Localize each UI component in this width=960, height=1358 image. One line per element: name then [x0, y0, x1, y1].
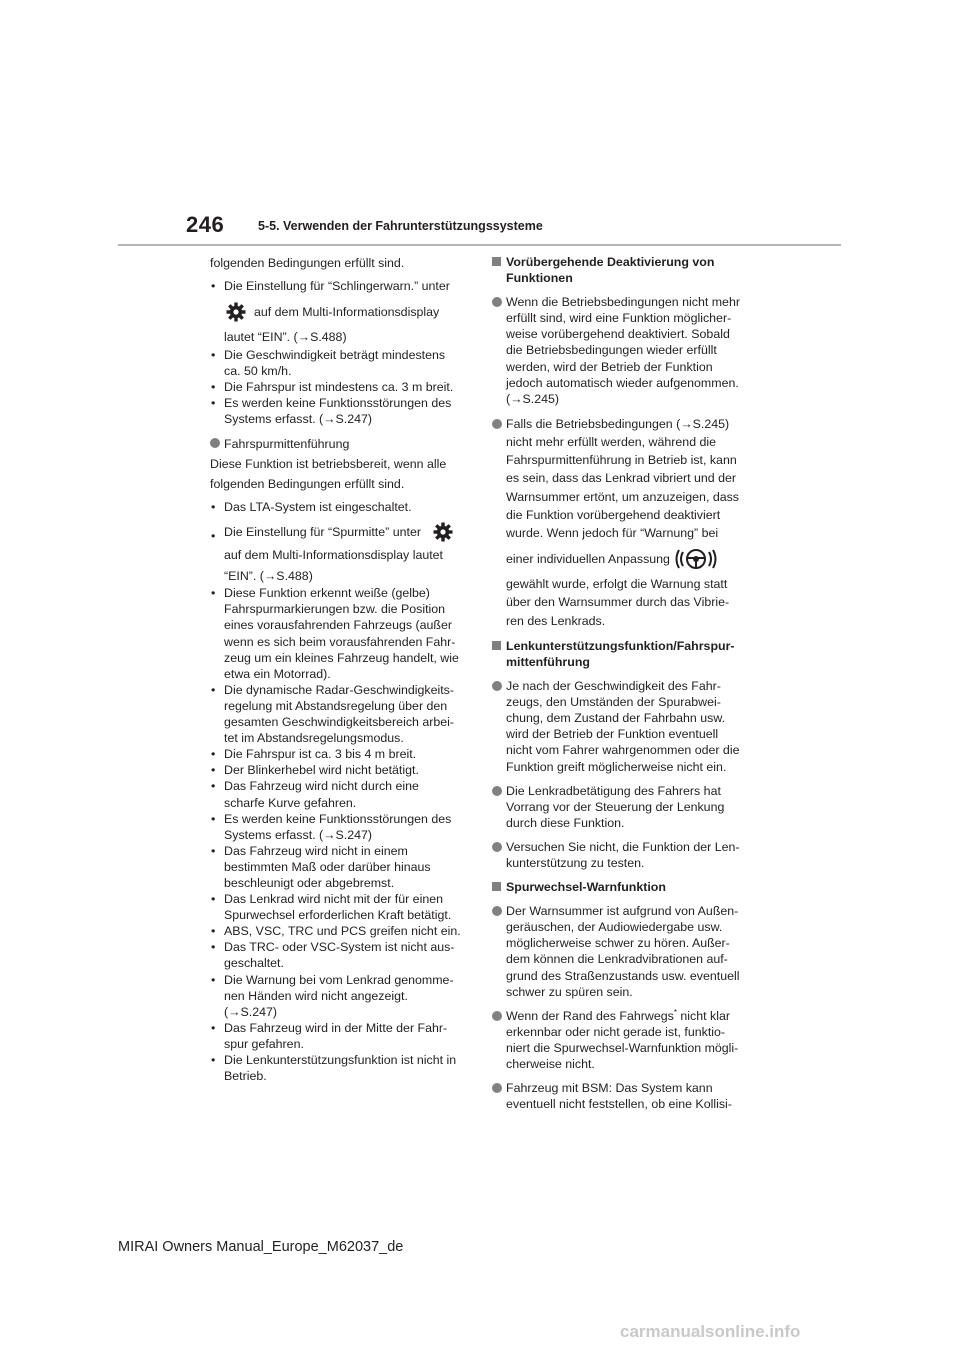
- paragraph: folgenden Bedingungen erfüllt sind.: [210, 477, 405, 492]
- condition-item-turn-signal: [210, 762, 470, 778]
- note-speed-conditions: [492, 678, 757, 775]
- item-line: tet im Abstandsregelungsmodus.: [224, 731, 404, 746]
- note-line: erkennbar oder nicht gerade ist, funktio-: [506, 1024, 726, 1039]
- item-line: Die Fahrspur ist ca. 3 bis 4 m breit.: [224, 747, 417, 762]
- note-line: Die Lenkradbetätigung des Fahrers hat: [506, 783, 721, 798]
- heading-text: Lenkunterstützungsfunktion/Fahrspur-: [506, 638, 735, 653]
- item-line: gesamten Geschwindigkeitsbereich arbei-: [224, 715, 455, 730]
- condition-item-abs-vsc: [210, 923, 470, 939]
- icon-line: [226, 302, 470, 322]
- note-line: Fahrspurmittenführung in Betrieb ist, kann: [506, 453, 737, 468]
- note-deactivation: [492, 294, 757, 407]
- note-line: schwer zu spüren sein.: [506, 984, 633, 999]
- bullet-dot: •: [211, 499, 216, 514]
- heading-text: mittenführung: [506, 654, 590, 669]
- circle-bullet: [492, 1011, 502, 1021]
- gear-icon: [226, 302, 246, 322]
- bullet-dot: •: [211, 892, 216, 907]
- circle-bullet: [492, 786, 502, 796]
- note-buzzer-hard-to-hear: [492, 903, 757, 1000]
- note-line: Warnsummer ertönt, um anzuzeigen, dass: [506, 489, 739, 504]
- item-line: ca. 50 km/h.: [224, 363, 292, 378]
- icon-line: [224, 522, 470, 542]
- circle-bullet: [492, 297, 502, 307]
- bullet-dot: •: [211, 1053, 216, 1068]
- note-line: jedoch automatisch wieder aufgenommen.: [506, 375, 739, 390]
- item-line: “EIN”. (→S.488): [224, 569, 313, 584]
- item-line: scharfe Kurve gefahren.: [224, 795, 357, 810]
- section-title: 5-5. Verwenden der Fahrunterstützungssysteme: [258, 219, 543, 233]
- bullet-dot: •: [211, 940, 216, 955]
- item-line: Die Einstellung für “Spurmitte” unter: [224, 524, 421, 539]
- note-line: Vorrang vor der Steuerung der Lenkung: [506, 799, 725, 814]
- bullet-dot: •: [211, 747, 216, 762]
- note-line: einer individuellen Anpassung: [506, 552, 670, 567]
- item-line: auf dem Multi-Informationsdisplay: [254, 305, 440, 320]
- note-line: [506, 1008, 757, 1024]
- heading-text: Fahrspurmittenführung: [224, 437, 350, 452]
- note-line: die Funktion vorübergehend deaktiviert: [506, 507, 721, 522]
- note-line: zeugs, den Umständen der Spurabwei-: [506, 695, 721, 710]
- bullet-dot: •: [211, 682, 216, 697]
- right-column: [492, 254, 757, 1112]
- condition-item-lane-width: [210, 379, 470, 395]
- header-rule: [118, 244, 841, 246]
- item-line: eines vorausfahrenden Fahrzeugs (außer: [224, 618, 452, 633]
- circle-bullet: [492, 906, 502, 916]
- item-line: Das Fahrzeug wird nicht in einem: [224, 843, 408, 858]
- item-line: Es werden keine Funktionsstörungen des: [224, 395, 452, 410]
- bullet-dot: •: [211, 972, 216, 987]
- condition-item-steering-assist: [210, 1052, 470, 1084]
- bullet-dot: •: [211, 763, 216, 778]
- circle-bullet: [492, 842, 502, 852]
- bullet-dot: •: [211, 924, 216, 939]
- circle-bullet: [492, 1083, 502, 1093]
- item-line: lautet “EIN”. (→S.488): [224, 330, 347, 345]
- item-line: spur gefahren.: [224, 1036, 304, 1051]
- note-bsm: [492, 1080, 757, 1112]
- condition-item-sway: [210, 277, 470, 346]
- item-line: Es werden keine Funktionsstörungen des: [224, 811, 452, 826]
- item-line: beschleunigt oder abgebremst.: [224, 875, 395, 890]
- condition-item-speed: [210, 347, 470, 379]
- note-line: Falls die Betriebsbedingungen (→S.245): [506, 416, 730, 431]
- item-line: ABS, VSC, TRC und PCS greifen nicht ein.: [224, 924, 461, 939]
- item-line: Das Lenkrad wird nicht mit der für einen: [224, 892, 444, 907]
- note-line: cherweise nicht.: [506, 1057, 595, 1072]
- condition-item-no-malfunction: [210, 395, 470, 427]
- bullet-dot: •: [211, 779, 216, 794]
- note-line: dem können die Lenkradvibrationen auf-: [506, 952, 728, 967]
- note-line: weise vorübergehend deaktiviert. Sobald: [506, 327, 730, 342]
- heading-text: Spurwechsel-Warnfunktion: [506, 880, 666, 895]
- item-line: wenn es sich beim vorausfahrenden Fahr-: [224, 634, 456, 649]
- note-line: chung, dem Zustand der Fahrbahn usw.: [506, 711, 726, 726]
- note-text: Wenn der Rand des Fahrwegs: [506, 1008, 674, 1023]
- steering-wheel-vibration-icon: [675, 548, 717, 570]
- item-line: Die dynamische Radar-Geschwindigkeits-: [224, 682, 455, 697]
- condition-item-center-lane: [210, 1020, 470, 1052]
- item-line: Die Warnung bei vom Lenkrad genomme-: [224, 972, 454, 987]
- note-line: wurde. Wenn jedoch für “Warnung” bei: [506, 526, 719, 541]
- heading-temporary-deactivation: [492, 254, 757, 286]
- note-vibration-warning: [492, 415, 757, 630]
- heading-text: Vorübergehende Deaktivierung von: [506, 255, 715, 269]
- condition-item-lane-3-4m: [210, 746, 470, 762]
- note-line: die Betriebsbedingungen wieder erfüllt: [506, 343, 717, 358]
- square-bullet: [492, 641, 501, 650]
- condition-item-radar-cruise: [210, 682, 470, 746]
- note-line: ren des Lenkrads.: [506, 613, 606, 628]
- icon-line: [506, 548, 757, 570]
- note-line: Funktion greift möglicherweise nicht ein.: [506, 759, 727, 774]
- footnote-marker: *: [673, 1007, 677, 1017]
- note-line: werden, wird der Betrieb der Funktion: [506, 359, 713, 374]
- note-line: geräuschen, der Audiowiedergabe usw.: [506, 920, 723, 935]
- heading-lane-centering: [210, 435, 470, 453]
- condition-item-no-malfunction-2: [210, 811, 470, 843]
- square-bullet: [492, 257, 501, 266]
- item-line: Die Fahrspur ist mindestens ca. 3 m breit.: [224, 379, 454, 394]
- bullet-dot: •: [211, 379, 216, 394]
- note-line: wird der Betrieb der Funktion eventuell: [506, 727, 719, 742]
- note-line: es sein, dass das Lenkrad vibriert und der: [506, 471, 737, 486]
- item-line: Fahrspurmarkierungen bzw. die Position: [224, 602, 446, 617]
- note-line: gewählt wurde, erfolgt die Warnung statt: [506, 577, 728, 592]
- condition-item-markings: [210, 585, 470, 682]
- item-line: Die Einstellung für “Schlingerwarn.” unter: [224, 279, 450, 294]
- item-line: Das LTA-System ist eingeschaltet.: [224, 499, 412, 514]
- circle-bullet: [210, 438, 220, 448]
- condition-item-centering-setting: [210, 522, 470, 585]
- bullet-dot: •: [211, 1020, 216, 1035]
- bullet-dot: •: [211, 347, 216, 362]
- item-line: zeug um ein kleines Fahrzeug handelt, wie: [224, 650, 459, 665]
- circle-bullet: [492, 419, 502, 429]
- heading-steering-assist: [492, 638, 757, 670]
- condition-item-sharp-curve: [210, 778, 470, 810]
- heading-text: Funktionen: [506, 271, 573, 286]
- item-line: Der Blinkerhebel wird nicht betätigt.: [224, 763, 419, 778]
- note-line: niert die Spurwechsel-Warnfunktion mögli-: [506, 1040, 739, 1055]
- note-line: möglicherweise schwer zu hören. Außer-: [506, 936, 730, 951]
- note-line: grund des Straßenzustands usw. eventuell: [506, 968, 740, 983]
- note-line: nicht mehr erfüllt werden, während die: [506, 435, 717, 450]
- item-line: bestimmten Maß oder darüber hinaus: [224, 859, 431, 874]
- note-line: Wenn die Betriebsbedingungen nicht mehr: [506, 295, 740, 310]
- circle-bullet: [492, 681, 502, 691]
- item-line: Die Geschwindigkeit beträgt mindestens: [224, 347, 446, 362]
- note-line: Versuchen Sie nicht, die Funktion der Len-: [506, 839, 740, 854]
- item-line: Diese Funktion erkennt weiße (gelbe): [224, 586, 430, 601]
- note-driver-priority: [492, 783, 757, 831]
- note-line: Fahrzeug mit BSM: Das System kann: [506, 1081, 713, 1096]
- bullet-dot: •: [211, 528, 216, 543]
- intro-text: folgenden Bedingungen erfüllt sind.: [210, 256, 405, 270]
- note-line: durch diese Funktion.: [506, 815, 625, 830]
- condition-item-steering-force: [210, 891, 470, 923]
- item-line: geschaltet.: [224, 956, 284, 971]
- bullet-dot: •: [211, 843, 216, 858]
- note-line: erfüllt sind, wird eine Funktion möglicher-: [506, 311, 732, 326]
- condition-item-hands-off: [210, 972, 470, 1020]
- note-line: Der Warnsummer ist aufgrund von Außen-: [506, 904, 739, 919]
- condition-item-lta-on: [210, 498, 470, 516]
- bullet-dot: •: [211, 395, 216, 410]
- item-line: Die Lenkunterstützungsfunktion ist nicht in: [224, 1053, 457, 1068]
- condition-item-acceleration: [210, 843, 470, 891]
- item-line: auf dem Multi-Informationsdisplay lautet: [224, 547, 444, 562]
- bullet-dot: •: [211, 586, 216, 601]
- left-column: [210, 254, 470, 1084]
- footer-text: MIRAI Owners Manual_Europe_M62037_de: [118, 1239, 404, 1255]
- note-line: (→S.245): [506, 391, 560, 406]
- item-line: etwa ein Motorrad).: [224, 666, 331, 681]
- heading-lane-change-warning: [492, 879, 757, 895]
- note-line: über den Warnsummer durch das Vibrie-: [506, 595, 730, 610]
- note-text: nicht klar: [676, 1008, 730, 1023]
- note-line: Je nach der Geschwindigkeit des Fahr-: [506, 679, 721, 694]
- watermark: carmanualsonline.info: [620, 1322, 801, 1341]
- item-line: Spurwechsel erforderlichen Kraft betätigt.: [224, 908, 452, 923]
- bullet-dot: •: [211, 279, 216, 294]
- condition-item-trc-off: [210, 939, 470, 971]
- square-bullet: [492, 882, 501, 891]
- item-line: Das Fahrzeug wird nicht durch eine: [224, 779, 419, 794]
- note-line: kunterstützung zu testen.: [506, 856, 645, 870]
- item-line: Systems erfasst. (→S.247): [224, 411, 373, 426]
- item-line: nen Händen wird nicht angezeigt.: [224, 988, 408, 1003]
- item-line: Systems erfasst. (→S.247): [224, 827, 373, 842]
- gear-icon: [433, 522, 453, 542]
- note-do-not-test: [492, 839, 757, 871]
- item-line: Betrieb.: [224, 1069, 267, 1084]
- note-road-edge: [492, 1008, 757, 1072]
- item-line: regelung mit Abstandsregelung über den: [224, 698, 448, 713]
- page-number: 246: [186, 212, 225, 237]
- item-line: Das TRC- oder VSC-System ist nicht aus-: [224, 940, 455, 955]
- note-line: nicht vom Fahrer wahrgenommen oder die: [506, 743, 740, 758]
- paragraph: Diese Funktion ist betriebsbereit, wenn alle: [210, 457, 447, 472]
- note-line: eventuell nicht feststellen, ob eine Kollisi-: [506, 1097, 732, 1112]
- item-line: Das Fahrzeug wird in der Mitte der Fahr-: [224, 1020, 448, 1035]
- bullet-dot: •: [211, 811, 216, 826]
- item-line: (→S.247): [224, 1004, 278, 1019]
